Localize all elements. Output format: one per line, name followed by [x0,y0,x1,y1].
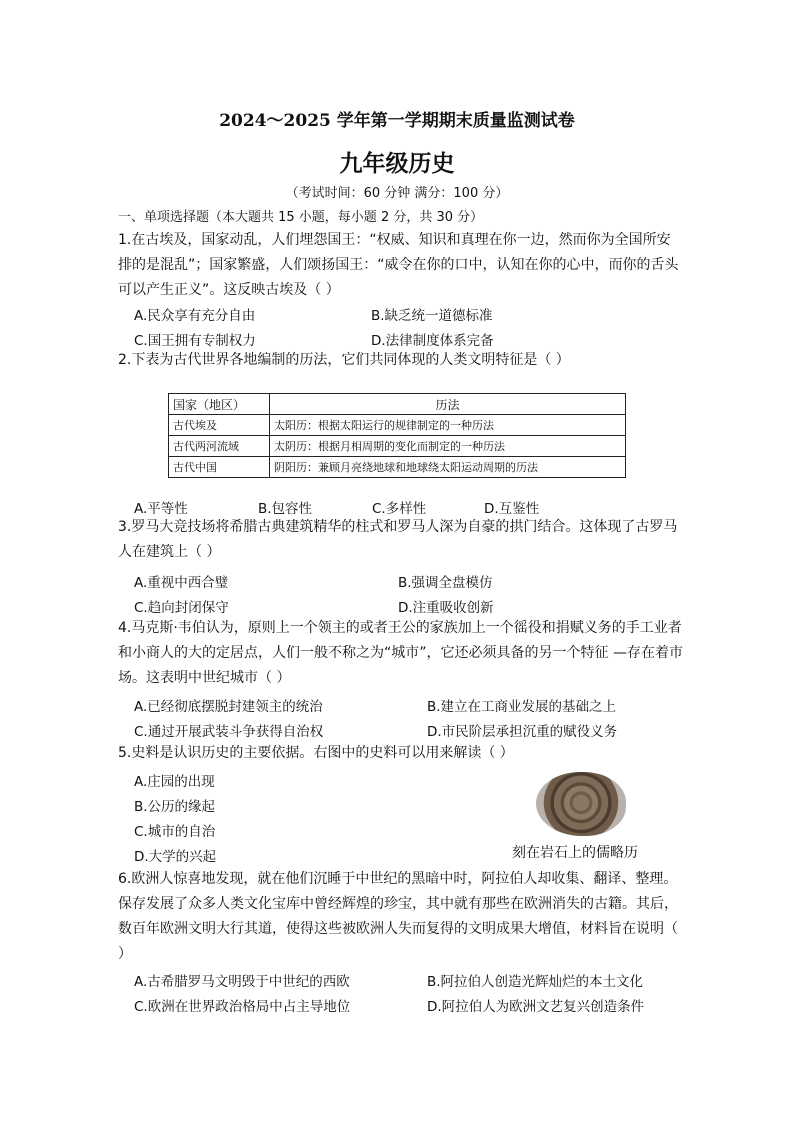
table-cell: 太阴历：根据月相周期的变化而制定的一种历法 [270,436,626,457]
table-header-calendar: 历法 [270,394,626,415]
q6-option-c: C.欧洲在世界政治格局中占主导地位 [134,999,351,1015]
q3-option-a: A.重视中西合璧 [134,575,229,591]
q6-option-b: B.阿拉伯人创造光辉灿烂的本土文化 [427,974,644,990]
table-row [169,457,626,478]
q2-option-c: C.多样性 [372,501,427,517]
question-5-stem: 5.史料是认识历史的主要依据。右图中的史料可以用来解读（ ） [118,745,514,761]
image-caption: 刻在岩石上的儒略历 [512,845,638,861]
q4-option-d: D.市民阶层承担沉重的赋役义务 [427,724,618,740]
julian-calendar-stone-image [536,772,626,836]
question-6-stem: 6.欧洲人惊喜地发现，就在他们沉睡于中世纪的黑暗中时，阿拉伯人却收集、翻译、整理。保存发展了众多人类文化宝库中曾经辉煌的珍宝，其中就有那些在欧洲消失的古籍。其后，数百年欧洲文明大行其道，使得这些被欧洲人失而复得的文明成果大增值，材料旨在说明（ ） [118,871,678,962]
q3-option-d: D.注重吸收创新 [398,600,494,616]
q1-option-c: C.国王拥有专制权力 [134,333,256,349]
question-3-stem: 3.罗马大竞技场将希腊古典建筑精华的柱式和罗马人深为自豪的拱门结合。这体现了古罗马人在建筑上（ ） [118,519,678,560]
question-2-stem: 2.下表为古代世界各地编制的历法，它们共同体现的人类文明特征是（ ） [118,352,570,368]
q4-option-b: B.建立在工商业发展的基础之上 [427,699,617,715]
question-4-stem: 4.马克斯·韦伯认为，原则上一个领主的或者王公的家族加上一个徭役和捐赋义务的手工业者和小商人的大的定居点，人们一般不称之为“城市”，它还必须具备的另一个特征 —存在着市场。这表明中世纪城市（ ） [118,620,683,686]
q2-option-b: B.包容性 [258,501,313,517]
table-row [169,415,626,436]
table-cell: 古代中国 [169,457,270,478]
q2-option-a: A.平等性 [134,501,188,517]
section-heading: 一、单项选择题（本大题共 15 小题，每小题 2 分，共 30 分） [118,210,484,225]
table-cell: 古代埃及 [169,415,270,436]
q1-option-d: D.法律制度体系完备 [371,333,494,349]
exam-title: 2024～2025 学年第一学期期末质量监测试卷 [219,111,575,131]
table-cell: 古代两河流域 [169,436,270,457]
q6-option-a: A.古希腊罗马文明毁于中世纪的西欧 [134,974,350,990]
table-cell: 阴阳历：兼顾月亮绕地球和地球绕太阳运动周期的历法 [270,457,626,478]
table-cell: 太阳历：根据太阳运行的规律制定的一种历法 [270,415,626,436]
q5-option-d: D.大学的兴起 [134,849,217,865]
q1-option-a: A.民众享有充分自由 [134,308,256,324]
calendar-table [168,393,626,478]
table-header-region: 国家（地区） [169,394,270,415]
q4-option-c: C.通过开展武装斗争获得自治权 [134,724,324,740]
q2-option-d: D.互鉴性 [484,501,540,517]
q6-option-d: D.阿拉伯人为欧洲文艺复兴创造条件 [427,999,645,1015]
exam-info: （考试时间：60 分钟 满分：100 分） [285,186,509,201]
q5-option-b: B.公历的缘起 [134,799,216,815]
q3-option-c: C.趋向封闭保守 [134,600,229,616]
table-row [169,436,626,457]
q5-option-c: C.城市的自治 [134,824,216,840]
question-1-stem: 1.在古埃及，国家动乱，人们埋怨国王：“权威、知识和真理在你一边，然而你为全国所安排的是混乱”；国家繁盛，人们颂扬国王：“威令在你的口中，认知在你的心中，而你的舌头可以产生正义”。这反映古埃及（ ） [118,232,679,298]
table-header-row [169,394,626,415]
q3-option-b: B.强调全盘模仿 [398,575,493,591]
q5-option-a: A.庄园的出现 [134,774,215,790]
q1-option-b: B.缺乏统一道德标准 [371,308,493,324]
subject-title: 九年级历史 [339,150,455,177]
q4-option-a: A.已经彻底摆脱封建领主的统治 [134,699,323,715]
